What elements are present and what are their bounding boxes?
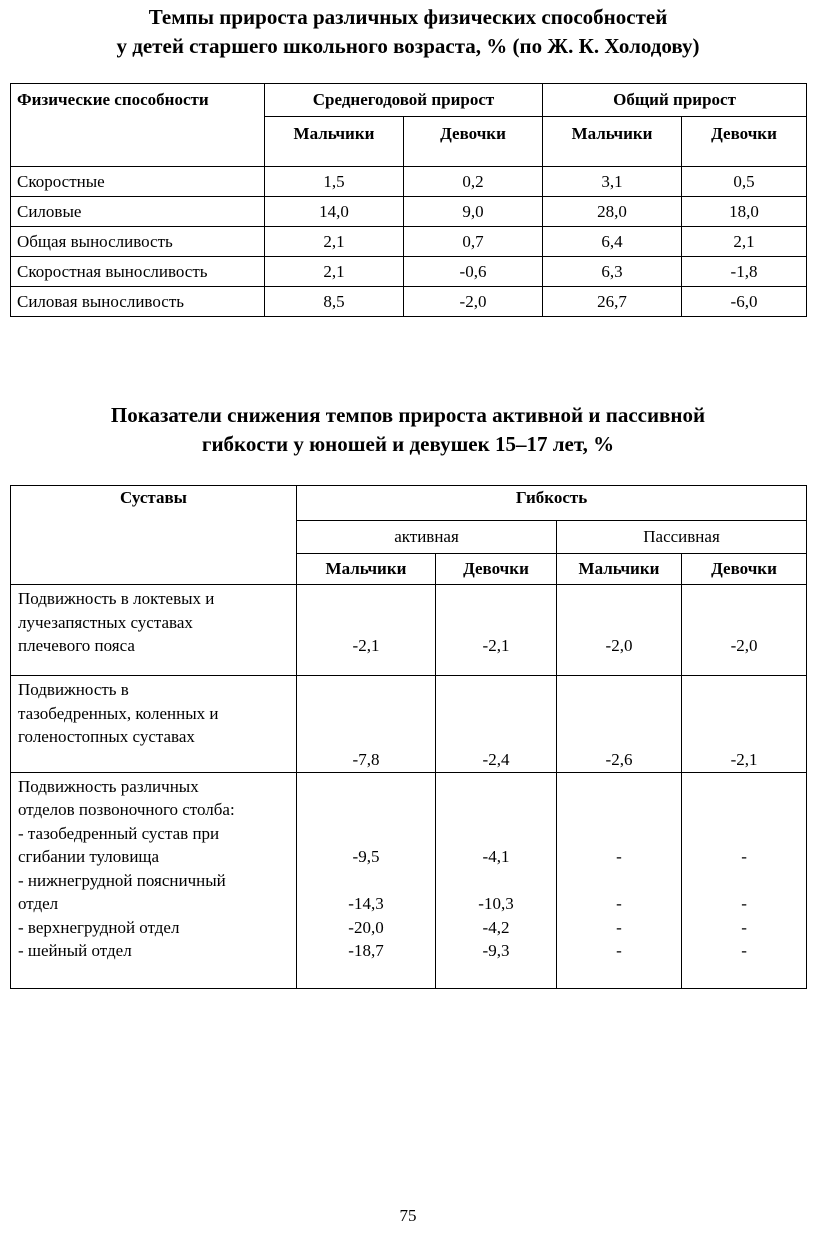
table-row: [11, 585, 807, 676]
cell-value: 0,2: [404, 167, 543, 197]
row-label: Силовая выносливость: [11, 287, 265, 317]
cell-value: -0,6: [404, 257, 543, 287]
row-label: [11, 772, 297, 988]
row-label-line: - тазобедренный сустав при: [18, 823, 220, 843]
table-row: [11, 197, 807, 227]
cell-value: 3,1: [543, 167, 682, 197]
row-label: [11, 676, 297, 773]
cell-value: 26,7: [543, 287, 682, 317]
cell-value: 1,5: [265, 167, 404, 197]
cell-value: - - - -: [557, 772, 682, 988]
table-row: [11, 772, 807, 988]
cell-value: - - - -: [682, 772, 807, 988]
header-flexibility: Гибкость: [297, 486, 807, 521]
cell-value: -2,0: [404, 287, 543, 317]
row-label: Скоростная выносливость: [11, 257, 265, 287]
cell-value: 2,1: [265, 257, 404, 287]
header-boys: Мальчики: [557, 554, 682, 585]
row-label-line: Подвижность в: [18, 680, 129, 699]
table1-title-line2: у детей старшего школьного возраста, % (по Ж. К. Холодову): [116, 34, 700, 58]
page-number: 75: [399, 1206, 417, 1225]
header-passive: Пассивная: [557, 521, 807, 554]
header-boys: Мальчики: [265, 117, 404, 167]
header-girls: Девочки: [404, 117, 543, 167]
cell-value: 18,0: [682, 197, 807, 227]
row-label-line: сгибании туловища: [18, 847, 160, 866]
header-boys: Мальчики: [543, 117, 682, 167]
header-girls: Девочки: [682, 117, 807, 167]
row-label-line: отдел: [18, 894, 59, 913]
row-label: Силовые: [11, 197, 265, 227]
cell-value: 0,5: [682, 167, 807, 197]
row-label-line: - нижнегрудной поясничный: [18, 870, 226, 890]
table2-title-line2: гибкости у юношей и девушек 15–17 лет, %: [201, 432, 615, 456]
row-label-line: отделов позвоночного столба:: [18, 800, 235, 819]
cell-value: 14,0: [265, 197, 404, 227]
table2-title-line1: Показатели снижения темпов прироста активной и пассивной: [110, 403, 706, 427]
row-label-line: Подвижность в локтевых и: [18, 589, 215, 608]
table-row: [11, 167, 807, 197]
cell-value: -4,1 -10,3 -4,2 -9,3: [436, 772, 557, 988]
row-label-line: - верхнегрудной отдел: [18, 917, 180, 937]
cell-value: -1,8: [682, 257, 807, 287]
table-row: [11, 676, 807, 773]
cell-value: -6,0: [682, 287, 807, 317]
header-active: активная: [297, 521, 557, 554]
growth-rates-table: [10, 83, 807, 317]
cell-value: -2,1: [297, 585, 436, 676]
table1-title-line1: Темпы прироста различных физических способностей: [148, 5, 668, 29]
cell-value: -9,5 -14,3 -20,0 -18,7: [297, 772, 436, 988]
cell-value: -2,0: [557, 585, 682, 676]
flexibility-table: [10, 485, 807, 989]
table1-title: [0, 3, 816, 61]
cell-value: 8,5: [265, 287, 404, 317]
cell-value: -2,6: [557, 676, 682, 773]
row-label-line: плечевого пояса: [18, 636, 135, 655]
header-average-growth: Среднегодовой прирост: [265, 84, 543, 117]
cell-value: -2,1: [436, 585, 557, 676]
table2-title: [0, 401, 816, 459]
cell-value: 2,1: [682, 227, 807, 257]
row-label-line: Подвижность различных: [18, 776, 199, 796]
row-label-line: тазобедренных, коленных и: [18, 703, 219, 723]
cell-value: -2,4: [436, 676, 557, 773]
row-label: Скоростные: [11, 167, 265, 197]
header-girls: Девочки: [436, 554, 557, 585]
row-label: [11, 585, 297, 676]
cell-value: -2,0: [682, 585, 807, 676]
row-label: Общая выносливость: [11, 227, 265, 257]
table-row: [11, 227, 807, 257]
header-joints: Суставы: [11, 486, 297, 585]
header-boys: Мальчики: [297, 554, 436, 585]
cell-value: 6,4: [543, 227, 682, 257]
cell-value: 0,7: [404, 227, 543, 257]
table-row: [11, 287, 807, 317]
header-abilities: Физические способности: [11, 84, 265, 167]
cell-value: -2,1: [682, 676, 807, 773]
cell-value: 6,3: [543, 257, 682, 287]
header-total-growth: Общий прирост: [543, 84, 807, 117]
header-girls: Девочки: [682, 554, 807, 585]
table-row: [11, 257, 807, 287]
cell-value: 28,0: [543, 197, 682, 227]
row-label-line: - шейный отдел: [18, 941, 132, 960]
row-label-line: голеностопных суставах: [18, 727, 195, 746]
row-label-line: лучезапястных суставах: [18, 612, 193, 632]
cell-value: 2,1: [265, 227, 404, 257]
cell-value: -7,8: [297, 676, 436, 773]
cell-value: 9,0: [404, 197, 543, 227]
